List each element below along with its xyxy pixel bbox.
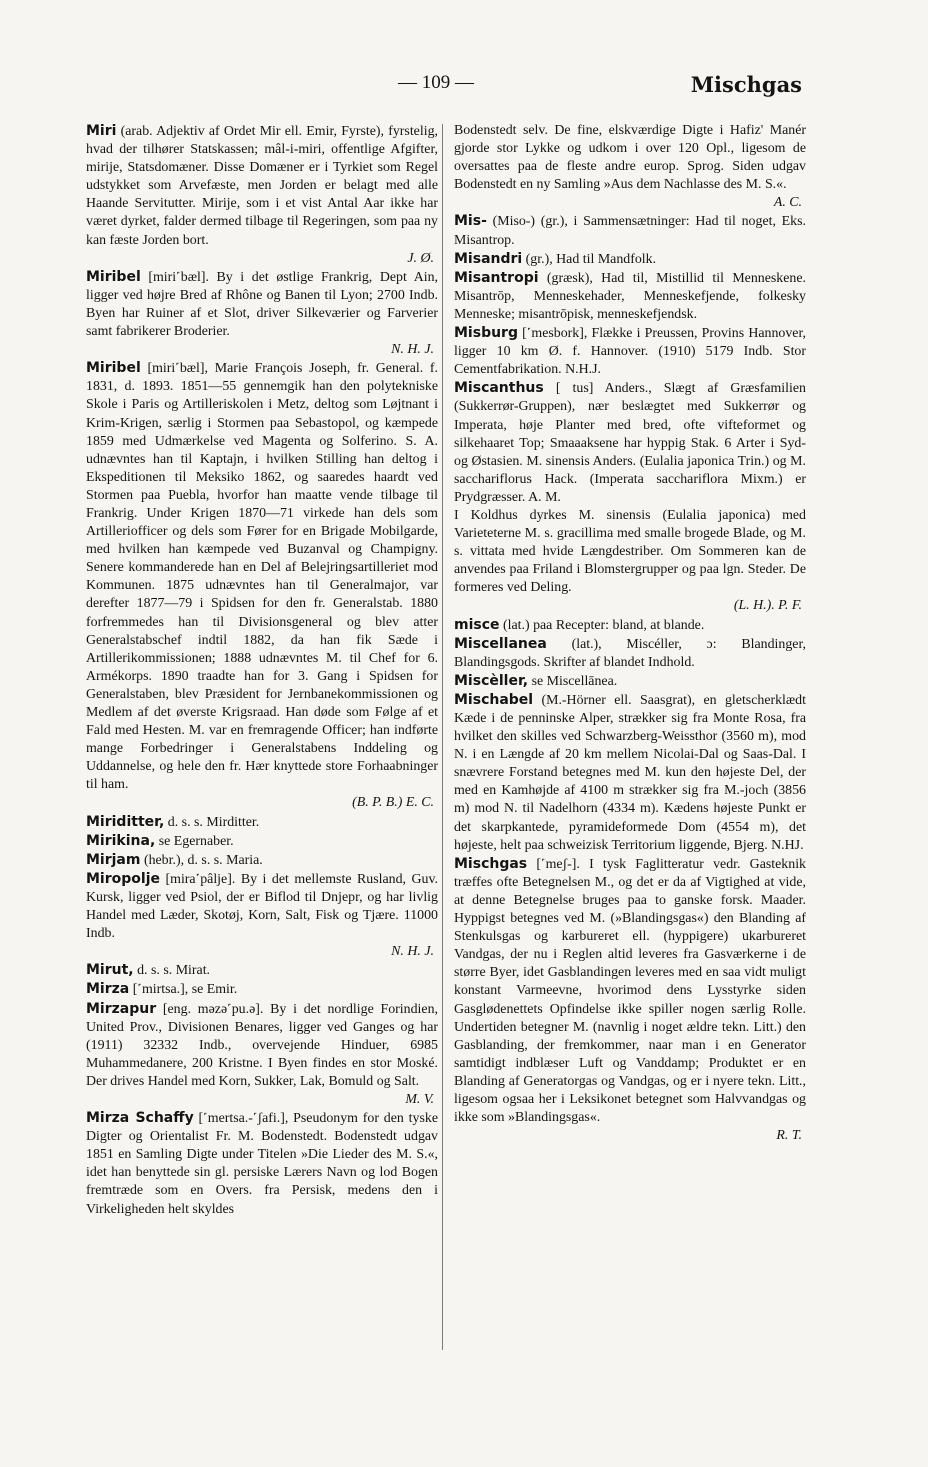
dictionary-entry — [86, 961, 438, 980]
entry-headword: Miribel — [86, 268, 141, 285]
entry-text: [˹mertsa.-˹ʃafi.], Pseudonym for den tyske Digter og Orientalist Fr. M. Bodenstedt. Bodenstedt udgav 1851 en Samling Digte under Titelen »Die Lieder des M. S.«, idet han benyttede sin gl. persiske Lærers Navn og lod Bogen fremtræde som en Overs. fra Persisk, medens den i Virkeligheden helt skyldes — [86, 1111, 438, 1217]
entry-text: (arab. Adjektiv af Ordet Mir ell. Emir, Fyrste), fyrstelig, hvad der tilhører Statskassen; mâl-i-miri, offentlige Afgifter, mirije, Statsdomæner. Disse Domæner er i Tyrkiet som Regel udstykket som Arvefæste, men Jorden er belagt med alle Haande Servitutter. Mirije, som i et vist Antal Aar ikke har været dyrket, falder dermed tilbage til Regeringen, som paa ny kan fæste Jorden bort. — [86, 124, 438, 248]
author-signature: A. C. — [773, 195, 802, 211]
entry-text: (Miso-) (gr.), i Sammensætninger: Had til noget, Eks. Misantrop. — [454, 214, 806, 248]
dictionary-entry — [86, 832, 438, 851]
entry-text: Bodenstedt selv. De fine, elskværdige Digte i Hafiz' Manér gjorde stor Lykke og udkom i over 120 Opl., ligesom de oversattes paa de fleste andre europ. Sprog. Siden udgav Bodenstedt en ny Samling »Aus dem Nachlasse des M. S.«. — [454, 123, 806, 193]
entry-text: (lat.) paa Recepter: bland, at blande. — [499, 617, 705, 633]
entry-text: d. s. s. Mirditter. — [164, 814, 260, 830]
entry-headword: Misburg — [454, 325, 518, 342]
page-number: — 109 — — [398, 72, 474, 93]
entry-text: [ tus] Anders., Slægt af Græsfamilien (Sukkerrør-Gruppen), nær beslægtet med Sukkerrør og Imperata, høje Planter med bred, ofte vifteformet og silkehaaret Top; Smaaaksene har hyppig Stak. 6 Arter i Syd- og Østasien. M. sinensis Anders. (Eulalia japonica Trin.) og M. sacchariflorus Hack. (Imperata sacchariflora Mixm.) er Prydgræsser. A. M. — [454, 381, 806, 505]
dictionary-entry — [454, 250, 806, 269]
entry-headword: Mirza Schaffy — [86, 1110, 194, 1127]
entry-headword: Mis- — [454, 213, 487, 230]
dictionary-entry — [454, 855, 806, 1146]
entry-headword: Miri — [86, 123, 117, 139]
author-signature: (B. P. B.) E. C. — [352, 795, 434, 811]
dictionary-entry — [454, 616, 806, 635]
entry-headword: Miscèller, — [454, 672, 529, 689]
entry-text: [miri˹bæl], Marie François Joseph, fr. General. f. 1831, d. 1893. 1851—55 gennemgik han den polytekniske Skole i Paris og Artilleriskolen i Metz, deltog som Løjtnant i Krim-Krigen, særlig i Stormen paa Sebastopol, og kæmpede 1859 med Udmærkelse ved Magenta og Solferino. S. A. udnævntes han til Kaptajn, i hvilken Stilling han deltog i Ekspeditionen til Meksiko 1862, og saaredes haardt ved Stormen paa Puebla, hvorfor han maatte vende tilbage til Frankrig. Under Krigen 1870—71 virkede han dels som Artilleriofficer og dels som Fører for en Brigade Mobilgarde, med hvilken han kæmpede ved Buzanval og Champigny. Senere kommanderede han en Del af Belejringsartilleriet mod Kommunen. 1875 udnævntes han til Generalmajor, var derefter 1877—79 i Spidsen for den fr. Generalstab. 1880 forfremmedes han til Divisionsgeneral og blev atter Generalstabschef indtil 1882, da han fik Sæde i Artillerikommissionen; 1888 udnævntes M. til Chef for 6. Armékorps. 1890 traadte han for 3. Gang i Spidsen for Generalstaben, blev Præsident for Jernbanekommissionen og Medlem af det øverste Krigsraad. Han døde som Følge af et Fald med Hesten. M. var en fremragende Officer; han indførte mange Forbedringer i Generalstabens Inddeling og Uddannelse, og hele den fr. Hær knyttede store Forhaabninger til ham. — [86, 361, 438, 793]
dictionary-entry — [454, 212, 806, 249]
entry-headword: Mischgas — [454, 855, 528, 872]
entry-headword: Mirjam — [86, 851, 141, 868]
author-signature: M. V. — [405, 1091, 434, 1107]
dictionary-entry — [86, 359, 438, 812]
entry-headword: Miribel — [86, 360, 141, 377]
entry-headword: Miscanthus — [454, 380, 544, 397]
entry-text: d. s. s. Mirat. — [133, 963, 211, 979]
entry-headword: Mirikina, — [86, 832, 156, 849]
dictionary-entry — [86, 851, 438, 870]
entry-text: se Miscellānea. — [528, 673, 618, 689]
entry-headword: Miropolje — [86, 870, 160, 887]
entry-text: [˹meʃ-]. I tysk Faglitteratur vedr. Gasteknik træffes ofte Betegnelsen M., og det er da af Vigtighed at vide, at denne Betegnelse bruges paa to ganske forsk. Maader. Hyppigst betegnes ved M. (»Blandingsgas«) den Blanding af Stenkulsgas og karbureret ell. (hyppigere) ukarbureret Vandgas, der nu i Reglen altid leveres fra Gasværkerne i de større Byer, idet Gasblandingen leveres med en saa vidt muligt konstant Varmeevne, hvorimod dens Lysstyrke siden Gasglødenettets Opfindelse ikke spiller nogen særlig Rolle. Undertiden betegner M. (navnlig i noget ældre tekn. Litt.) den Gasblanding, der fremkommer, naar man i en Generator samtidigt indblæser Luft og Vanddamp; Produktet er en Blanding af Generatorgas og Vandgas, og er i nyere tekn. Litt., ligesom ogsaa her i Leksikonet betegnet som Halvvandgas og ikke som »Blandingsgas«. — [454, 856, 806, 1126]
entry-headword: Miriditter, — [86, 813, 165, 830]
entry-headword: misce — [454, 616, 500, 633]
running-headword: Mischgas — [690, 72, 802, 97]
author-signature: (L. H.). P. F. — [733, 598, 802, 614]
author-signature: R. T. — [776, 1128, 802, 1144]
dictionary-entry — [86, 1000, 438, 1110]
entry-text: [mira˹pâlje]. By i det mellemste Rusland, Guv. Kursk, ligger ved Psiol, der er Biflod til Dnjepr, og har livlig Handel med Læder, Skotøj, Korn, Salt, Fisk og Tjære. 11000 Indb. — [86, 871, 438, 942]
entry-headword: Mischabel — [454, 691, 534, 708]
dictionary-entry — [454, 635, 806, 672]
entry-text: I Koldhus dyrkes M. sinensis (Eulalia japonica) med Varieteterne M. s. gracillima med smalle brogede Blade, og M. s. vittata med hvide Længdestriber. Om Sommeren kan de anvendes paa Friland i Blomstergrupper og paa lgn. Steder. De formeres ved Deling. — [454, 507, 806, 596]
dictionary-entry — [454, 324, 806, 379]
entry-text: [˹mirtsa.], se Emir. — [129, 982, 238, 998]
entry-text: (hebr.), d. s. s. Maria. — [140, 852, 263, 868]
entry-headword: Mirzapur — [86, 1000, 157, 1017]
dictionary-entry — [86, 870, 438, 961]
dictionary-entry — [86, 268, 438, 359]
entry-headword: Misandri — [454, 250, 523, 267]
entry-text: (lat.), Miscéller, ɔ: Blandinger, Blandingsgods. Skrifter af blandet Indhold. — [454, 636, 806, 670]
dictionary-entry — [454, 122, 806, 212]
dictionary-entry — [86, 1109, 438, 1219]
dictionary-entry — [454, 672, 806, 691]
entry-text: (gr.), Had til Mandfolk. — [522, 251, 657, 267]
dictionary-entry — [86, 122, 438, 268]
dictionary-entry — [86, 813, 438, 832]
dictionary-entry — [454, 379, 806, 507]
entry-text: [˹mesbork], Flække i Preussen, Provins Hannover, ligger 10 km Ø. f. Hannover. (1910) 5179 Indb. Stor Cementfabrikation. N.H.J. — [454, 326, 806, 378]
entry-text: (græsk), Had til, Mistillid til Menneskene. Misantrōp, Menneskehader, Menneskefjende, folkesky Menneske; misantrōpisk, menneskefjendsk. — [454, 270, 806, 322]
dictionary-entry — [454, 507, 806, 616]
author-signature: N. H. J. — [391, 944, 434, 960]
entry-text: [eng. məzə˹pu.ə]. By i det nordlige Forindien, United Prov., Divisionen Benares, ligger ved Ganges og har (1911) 32332 Indb., overvejende Hinduer, 6985 Muhammedanere, 200 Kristne. I Byen findes en stor Moské. Der drives Handel med Korn, Sukker, Lak, Bomuld og Salt. — [86, 1001, 438, 1089]
entry-headword: Mirza — [86, 981, 130, 998]
entry-headword: Mirut, — [86, 962, 134, 979]
entry-text: [miri˹bæl]. By i det østlige Frankrig, Dept Ain, ligger ved højre Bred af Rhône og Banen til Lyon; 2700 Indb. Byen har Ruiner af et Slot, driver Silkeværier og Farverier samt fabrikerer Broderier. — [86, 269, 438, 340]
entry-text: se Egernaber. — [155, 833, 234, 849]
dictionary-entry — [454, 691, 806, 855]
page-header — [0, 70, 928, 104]
entry-headword: Miscellanea — [454, 635, 547, 652]
entry-headword: Misantropi — [454, 269, 539, 286]
author-signature: J. Ø. — [407, 250, 434, 266]
author-signature: N. H. J. — [391, 342, 434, 358]
left-column — [86, 122, 438, 1219]
dictionary-entry — [86, 980, 438, 999]
dictionary-entry — [454, 269, 806, 324]
column-divider — [442, 124, 443, 1350]
entry-text: (M.-Hörner ell. Saasgrat), en gletscherklædt Kæde i de penninske Alper, strækker sig fra Monte Rosa, fra hvilket den skilles ved Schwarzberg-Weissthor (3560 m), mod N. i en Længde af 20 km mellem Nicolai-Dal og Saas-Dal. I snævrere Forstand betegnes med M. kun den højeste Del, der med en Kamhøjde af 4100 m strækker sig fra M.-joch (3856 m) mod N. til Nadelhorn (4334 m). Kædens højeste Punkt er det skarpkantede, pyramideformede Dom (4554 m), det højeste, helt paa schweizisk Territorium liggende, Bjerg. N.HJ. — [454, 692, 806, 853]
right-column — [454, 122, 806, 1145]
